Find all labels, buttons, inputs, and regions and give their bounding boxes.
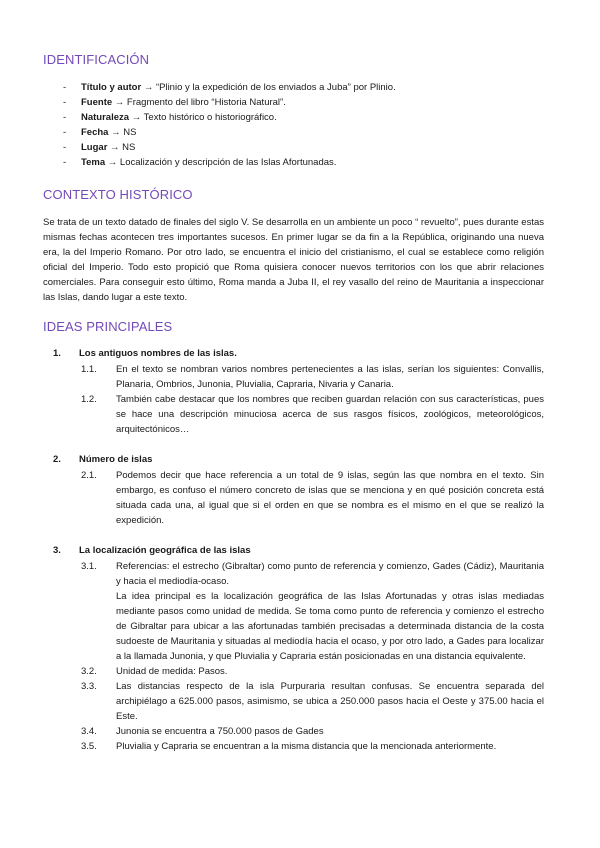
subsection [43,739,544,754]
subsection-text: Unidad de medida: Pasos. [116,666,228,677]
subsection-text: En el texto se nombran varios nombres pertenecientes a las islas, serían los siguientes: Convallis, Planaria, Ombrios, Junonia, Pluvialia, Capraria, Nivaria y Canaria. [116,364,544,390]
dash-marker: - [63,142,67,153]
list-item [63,155,544,170]
item-text: NS [122,142,136,153]
subsection-text: Junonia se encuentra a 750.000 pasos de Gades [116,726,324,737]
idea-section-2 [43,452,544,528]
arrow-glyph: → [131,112,142,123]
dash-marker: - [63,157,67,168]
section-number: 2. [53,454,61,465]
subsection-text: Las distancias respecto de la isla Purpuraria resultan confusas. Se encuentra separada del archipiélago a 625.000 pasos, asimismo, se ubica a 250.000 pasos hacia el Oeste y 375.00 hacia el Este. [116,681,544,722]
subsection [43,664,544,679]
item-text: Localización y descripción de las Islas Afortunadas. [119,157,337,168]
section-title-text: Número de islas [79,454,153,465]
section-number: 1. [53,348,61,359]
arrow-glyph: → [114,97,125,108]
dash-marker: - [63,127,67,138]
subsection [43,392,544,437]
arrow-glyph: → [107,157,118,168]
arrow-glyph: → [111,127,121,138]
item-text: “Plinio y la expedición de los enviados a Juba” por Plinio. [155,82,396,93]
subsection-text: También cabe destacar que los nombres que reciben guardan relación con sus características, pues se hace una descripción minuciosa acerca de sus rasgos físicos, zoológicos, meteorológicos, arquitectónicos… [116,394,544,435]
arrow-glyph: → [143,82,154,93]
subsection-number: 1.1. [81,364,97,375]
section-title [43,346,544,361]
section-title-text: Los antiguos nombres de las islas. [79,348,237,359]
dash-marker: - [63,112,67,123]
subsection-number: 3.2. [81,666,97,677]
heading-identificacion: IDENTIFICACIÓN [43,52,150,67]
subsection [43,679,544,724]
list-item [63,110,544,125]
heading-contexto: CONTEXTO HISTÓRICO [43,187,193,202]
item-label: Fecha [81,127,109,138]
dash-marker: - [63,97,67,108]
subsection-number: 3.1. [81,561,97,572]
item-label: Lugar [81,142,108,153]
list-item [63,80,544,95]
item-text: NS [123,127,137,138]
identificacion-list [43,80,544,170]
list-item [63,140,544,155]
subsection-text: Podemos decir que hace referencia a un total de 9 islas, según las que nombra en el texto. Sin embargo, es confuso el número concreto de islas que se menciona y en qué posición concreta está situada cada una, al igual que si el orden en que se nombra es el mismo en el que se realizó la expedición. [116,470,544,526]
section-number: 3. [53,545,61,556]
subsection-text: Pluvialia y Capraria se encuentran a la misma distancia que la mencionada anteriormente. [116,741,497,752]
section-title [43,452,544,467]
list-item [63,125,544,140]
subsection [43,724,544,739]
section-title-text: La localización geográfica de las islas [79,545,251,556]
subsection [43,362,544,392]
subsection [43,468,544,528]
subsection-text: Referencias: el estrecho (Gibraltar) como punto de referencia y comienzo, Gades (Cádiz), Mauritania y hacia el mediodía-ocaso. [116,561,544,587]
item-text: Texto histórico o historiográfico. [143,112,277,123]
subsection-number: 3.4. [81,726,97,737]
subsection-number: 3.3. [81,681,97,692]
contexto-paragraph: Se trata de un texto datado de finales del siglo V. Se desarrolla en un ambiente un poco “ revuelto”, pues durante estas mismas fechas acontecen tres importantes sucesos. En primer lugar se da fin a la República, originando una nueva era, la del Imperio Romano. Por otro lado, se encuentra el inicio del cristianismo, el cual se establece como religión oficial del Imperio. Todo esto propició que Roma quisiera conocer nuevos territorios con los que abrir relaciones comerciales. Para conseguir esto último, Roma manda a Juba II, el rey vasallo del reino de Mauritania a inspeccionar las Islas, dando lugar a este texto. [43,217,544,303]
item-text: Fragmento del libro “Historia Natural”. [126,97,286,108]
subsection-number: 2.1. [81,470,97,481]
item-label: Fuente [81,97,113,108]
section-title [43,543,544,558]
dash-marker: - [63,82,67,93]
arrow-glyph: → [110,142,120,153]
subsection-number: 3.5. [81,741,97,752]
item-label: Título y autor [81,82,142,93]
list-item [63,95,544,110]
subsection-extra-text: La idea principal es la localización geográfica de las Islas Afortunadas y otras islas mediadas mediante pasos como unidad de medida. Se toma como punto de referencia y comienzo el estrecho de Gibraltar para ubicar a las afortunadas también precisadas a determinada distancia de la costa sudoeste de Mauritania y situadas al mediodía hacia el ocaso, y por otro lado, a Gades para localizar a la llamada Junonia, y que Pluvialia y Capraria están posicionadas en una distancia equivalente. [116,591,544,662]
idea-section-3 [43,543,544,754]
subsection-number: 1.2. [81,394,97,405]
item-label: Naturaleza [81,112,130,123]
heading-ideas: IDEAS PRINCIPALES [43,319,173,334]
subsection [43,559,544,664]
idea-section-1 [43,346,544,437]
item-label: Tema [81,157,106,168]
